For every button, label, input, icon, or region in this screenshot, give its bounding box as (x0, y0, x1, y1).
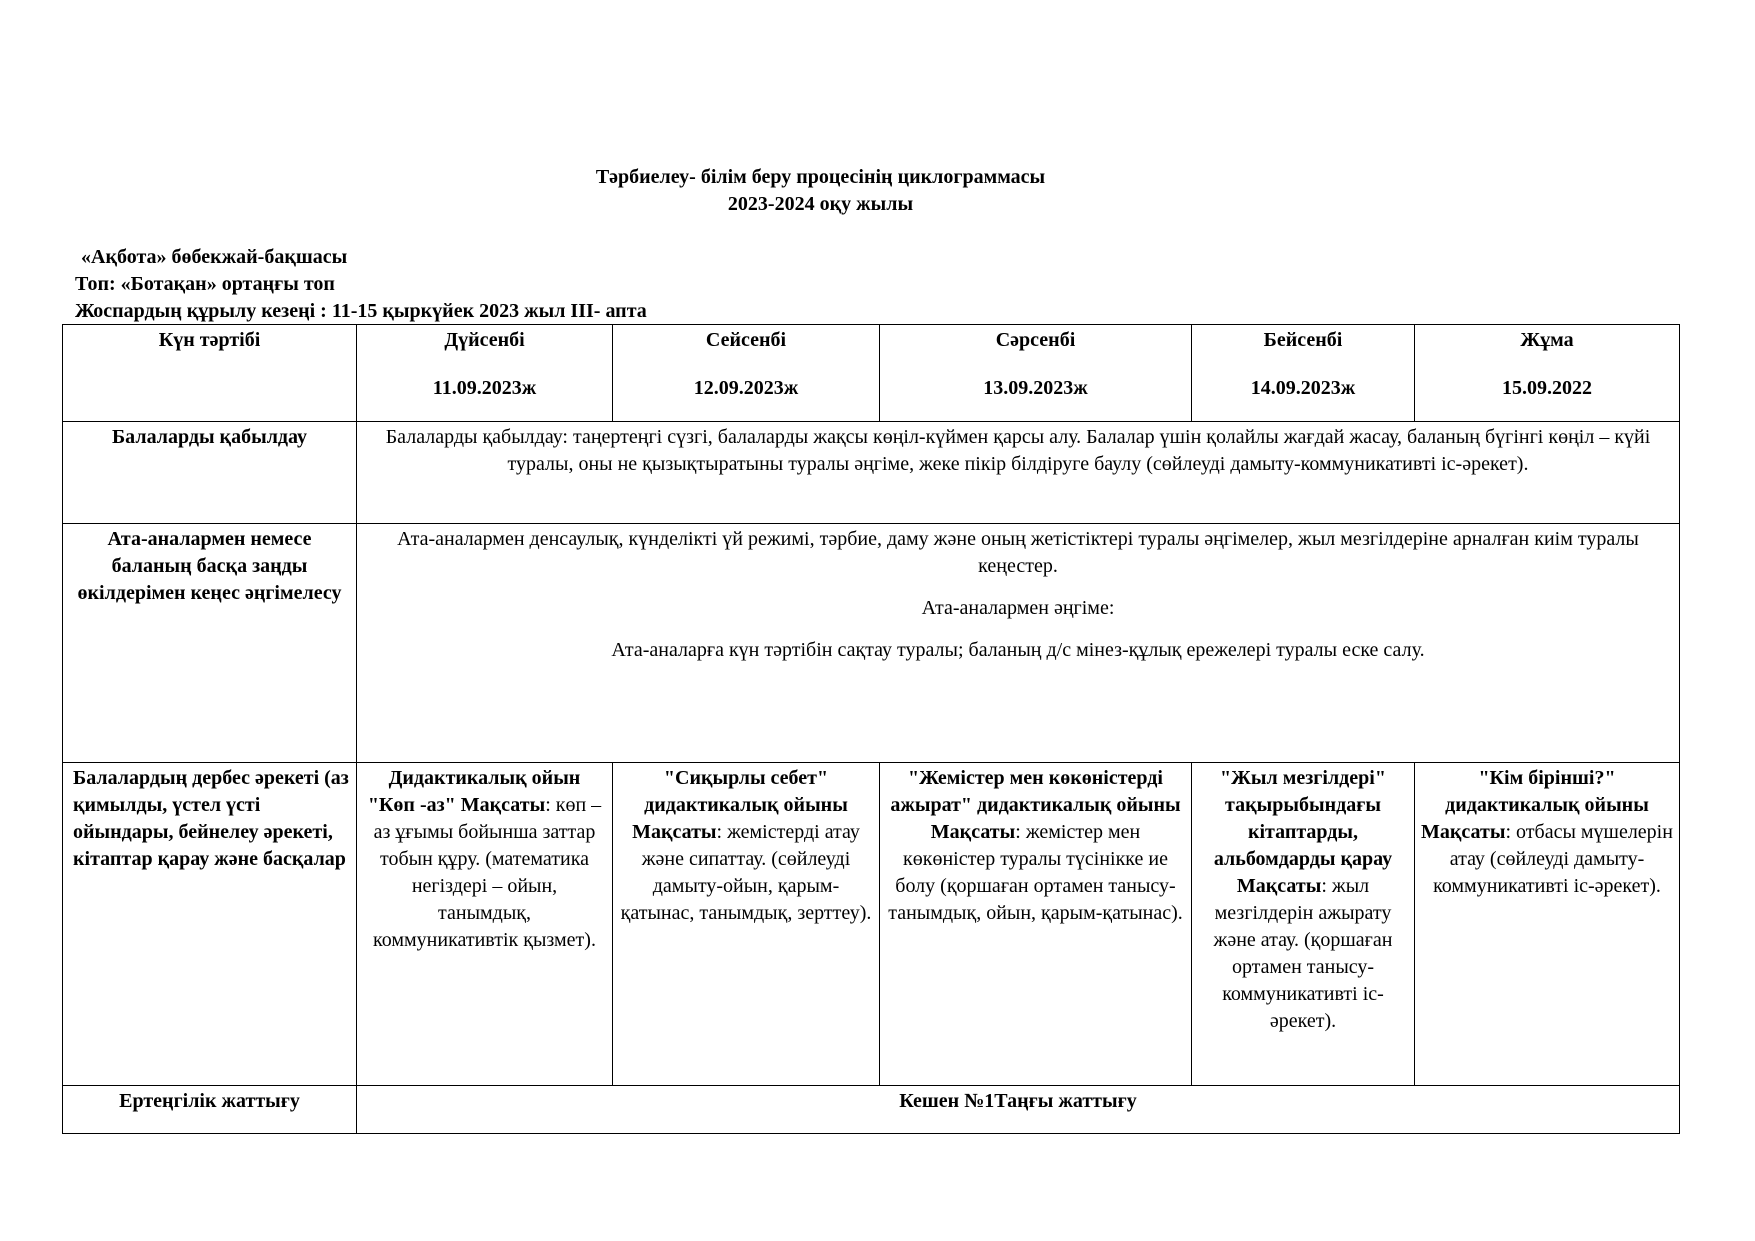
activity-title: Дидактикалық ойын "Көп -аз" (367, 767, 581, 816)
activity-tuesday: "Сиқырлы себет" дидактикалық ойыны Мақсаты: жемістерді атау және сипаттау. (сөйлеуді дамыту-ойын, қарым-қатынас, танымдық, зерттеу). (613, 763, 880, 1086)
goal-label: Мақсаты (632, 821, 717, 843)
day-name: Сейсенбі (705, 329, 787, 351)
day-name: Жұма (1520, 329, 1574, 351)
day-name: Сәрсенбі (995, 329, 1076, 351)
activity-title: "Сиқырлы себет" дидактикалық ойыны (644, 767, 848, 816)
day-date: 11.09.2023ж (432, 377, 537, 399)
activity-text: көп – аз ұғымы бойынша заттар тобын құру. (математика негіздері – ойын, танымдық, коммуникативтік қызмет). (373, 794, 602, 951)
parents-paragraph-2: Ата-аналармен әңгіме: (921, 597, 1115, 619)
table-header-row (63, 325, 1680, 422)
activity-wednesday: "Жемістер мен көкөністерді ажырат" дидактикалық ойыны Мақсаты: жемістер мен көкөністер туралы түсінікке ие болу (қоршаған ортамен танысу-танымдық, ойын, қарым-қатынас). (880, 763, 1192, 1086)
activity-text: жыл мезгілдерін ажырату және атау. (қоршаған ортамен танысу-коммуникативті іс-әрекет). (1213, 875, 1393, 1032)
header-day-thursday (1192, 325, 1415, 422)
parents-content (357, 524, 1680, 763)
activity-title: "Жыл мезгілдері" тақырыбындағы кітаптарды, альбомдарды қарау (1213, 767, 1393, 870)
header-day-wednesday (880, 325, 1192, 422)
activity-text: жемістер мен көкөністер туралы түсінікке ие болу (қоршаған ортамен танысу-танымдық, ойын, қарым-қатынас). (888, 821, 1183, 924)
table-row-parents (63, 524, 1680, 763)
document-title (0, 164, 1641, 218)
activity-text: жемістерді атау және сипаттау. (сөйлеуді дамыту-ойын, қарым-қатынас, танымдық, зерттеу). (620, 821, 872, 924)
document-meta (75, 244, 647, 325)
table-row-activity (63, 763, 1680, 1086)
row-label-parents: Ата-аналармен немесе баланың басқа заңды өкілдерімен кеңес әңгімелесу (63, 524, 357, 763)
activity-title: "Кім бірінші?" дидактикалық ойыны (1445, 767, 1649, 816)
goal-label: Мақсаты (1421, 821, 1506, 843)
activity-monday: Дидактикалық ойын "Көп -аз" Мақсаты: көп – аз ұғымы бойынша заттар тобын құру. (математика негіздері – ойын, танымдық, коммуникативтік қызмет). (357, 763, 613, 1086)
activity-friday: "Кім бірінші?" дидактикалық ойыны Мақсаты: отбасы мүшелерін атау (сөйлеуді дамыту-коммуникативті іс-әрекет). (1415, 763, 1680, 1086)
header-schedule: Күн тәртібі (63, 325, 357, 422)
activity-thursday: "Жыл мезгілдері" тақырыбындағы кітаптарды, альбомдарды қарау Мақсаты: жыл мезгілдерін ажырату және атау. (қоршаған ортамен танысу-коммуникативті іс-әрекет). (1192, 763, 1415, 1086)
header-day-monday (357, 325, 613, 422)
title-line-1: Тәрбиелеу- білім беру процесінің циклограммасы (595, 166, 1046, 188)
parents-paragraph-3: Ата-аналарға күн тәртібін сақтау туралы; баланың д/с мінез-құлық ережелері туралы еске салу. (611, 639, 1425, 661)
title-line-2: 2023-2024 оқу жылы (727, 193, 914, 215)
row-label-exercise: Ертеңгілік жаттығу (63, 1086, 357, 1134)
day-date: 15.09.2022 (1502, 377, 1592, 399)
cyclogram-table (62, 324, 1680, 1134)
header-day-tuesday (613, 325, 880, 422)
day-name: Бейсенбі (1263, 329, 1343, 351)
goal-label: Мақсаты (1236, 875, 1322, 897)
day-name: Дүйсенбі (444, 329, 525, 351)
group-name: Топ: «Ботақан» ортаңғы топ (75, 273, 335, 295)
exercise-text: Кешен №1Таңғы жаттығу (357, 1086, 1680, 1134)
row-label-reception: Балаларды қабылдау (63, 422, 357, 524)
reception-text: Балаларды қабылдау: таңертеңгі сүзгі, балаларды жақсы көңіл-күймен қарсы алу. Балалар үшін қолайлы жағдай жасау, баланың бүгінгі көңіл – күйі туралы, оны не қызықтыратыны туралы әңгіме, жеке пікір білдіруге баулу (сөйлеуді дамыту-коммуникативті іс-әрекет). (357, 422, 1680, 524)
kindergarten-name: «Ақбота» бөбекжай-бақшасы (81, 246, 348, 268)
table-row-reception (63, 422, 1680, 524)
goal-label: Мақсаты (460, 794, 546, 816)
activity-text: отбасы мүшелерін атау (сөйлеуді дамыту-коммуникативті іс-әрекет). (1433, 821, 1673, 897)
row-label-activity: Балалардың дербес әрекеті (аз қимылды, үстел үсті ойындары, бейнелеу әрекеті, кітаптар қарау және басқалар (63, 763, 357, 1086)
activity-title: "Жемістер мен көкөністерді ажырат" дидактикалық ойыны (890, 767, 1181, 816)
goal-label: Мақсаты (930, 821, 1016, 843)
day-date: 13.09.2023ж (983, 377, 1088, 399)
day-date: 12.09.2023ж (693, 377, 799, 399)
header-day-friday (1415, 325, 1680, 422)
day-date: 14.09.2023ж (1250, 377, 1356, 399)
plan-period: Жоспардың құрылу кезеңі : 11-15 қыркүйек 2023 жыл ІІІ- апта (75, 300, 647, 322)
table-row-exercise (63, 1086, 1680, 1134)
parents-paragraph-1: Ата-аналармен денсаулық, күнделікті үй режимі, тәрбие, даму және оның жетістіктері туралы әңгімелер, жыл мезгілдеріне арналған киім туралы кеңестер. (397, 528, 1639, 577)
